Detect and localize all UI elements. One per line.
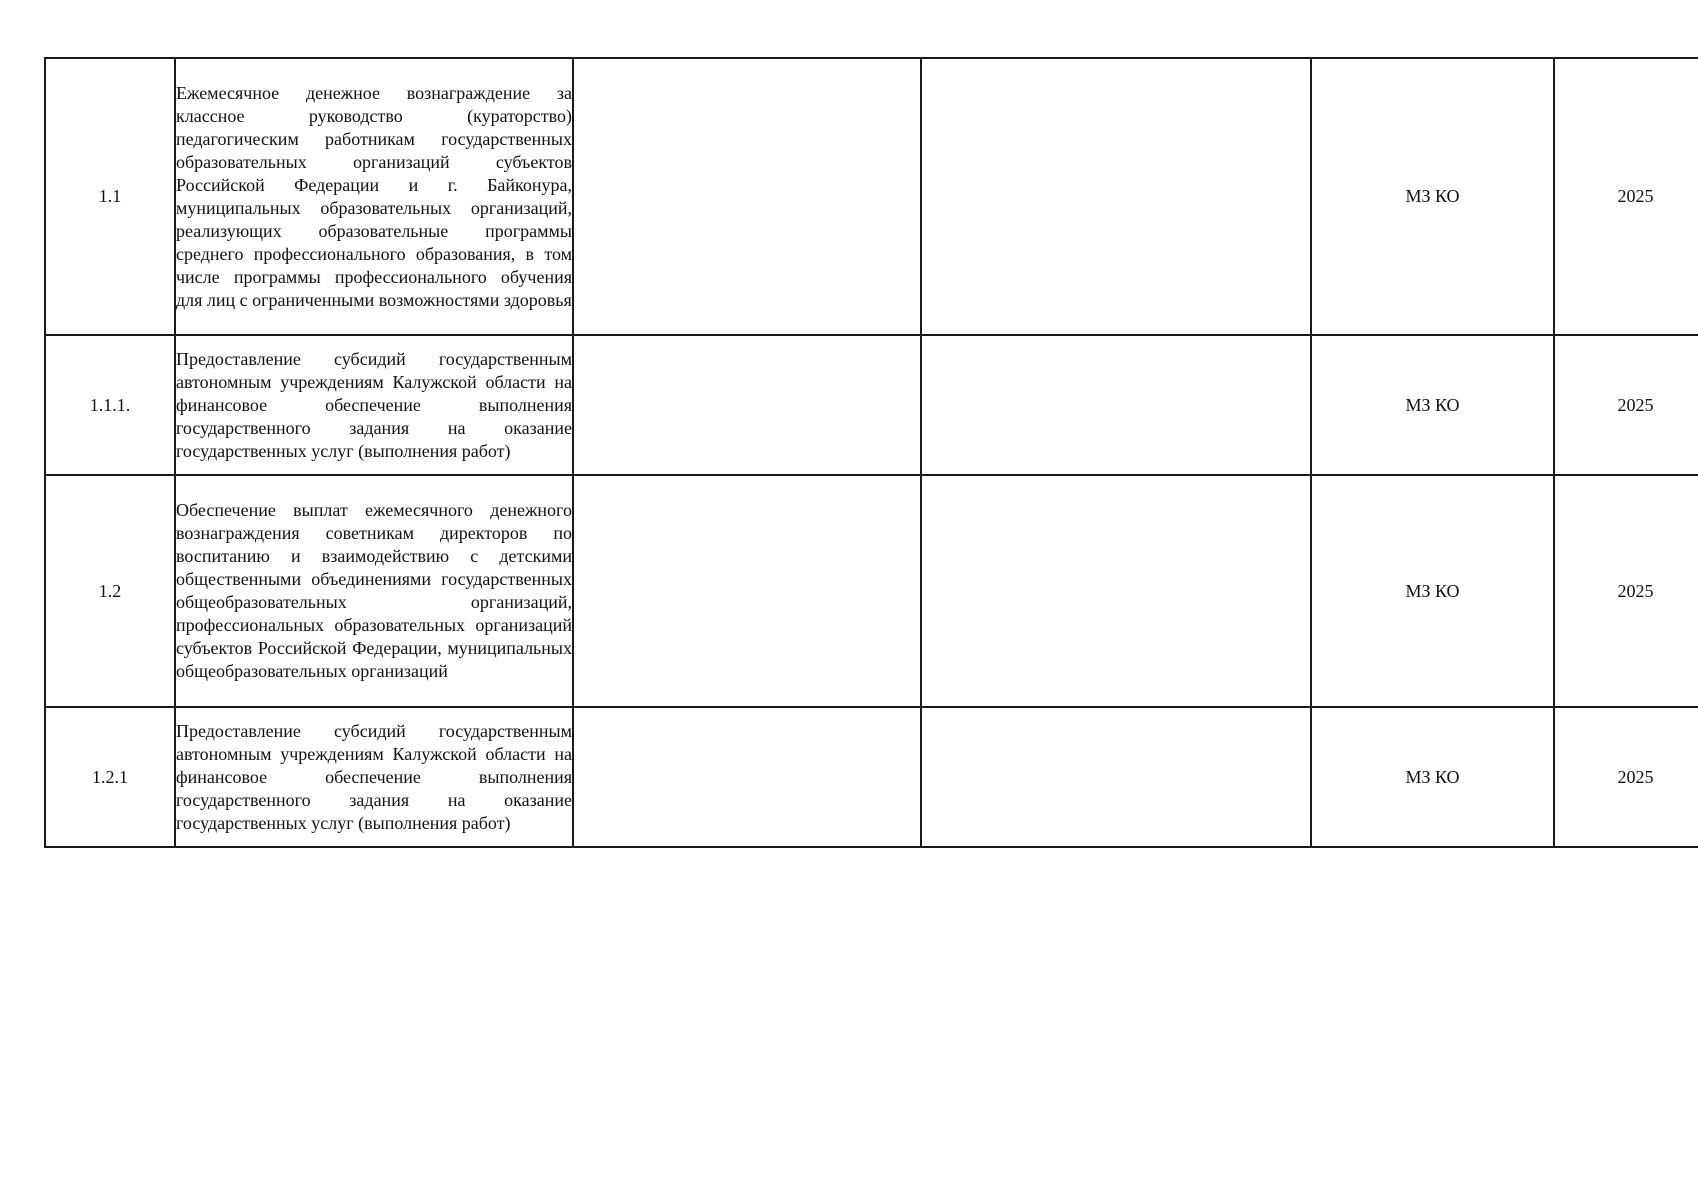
empty-cell xyxy=(921,707,1311,847)
row-year: 2025 xyxy=(1554,58,1698,335)
row-number: 1.2.1 xyxy=(45,707,175,847)
row-executor: МЗ КО xyxy=(1311,335,1554,475)
row-description: Предоставление субсидий государственным автономным учреждениям Калужской области на финансовое обеспечение выполнения государственного задания на оказание государственных услуг (выполнения работ) xyxy=(175,707,573,847)
empty-cell xyxy=(921,58,1311,335)
table-row xyxy=(45,335,1698,475)
table-row xyxy=(45,58,1698,335)
empty-cell xyxy=(573,475,921,707)
row-number: 1.1.1. xyxy=(45,335,175,475)
table-row xyxy=(45,475,1698,707)
row-number: 1.1 xyxy=(45,58,175,335)
row-executor: МЗ КО xyxy=(1311,475,1554,707)
empty-cell xyxy=(573,707,921,847)
empty-cell xyxy=(921,335,1311,475)
row-year: 2025 xyxy=(1554,707,1698,847)
table-row xyxy=(45,707,1698,847)
row-description: Предоставление субсидий государственным автономным учреждениям Калужской области на финансовое обеспечение выполнения государственного задания на оказание государственных услуг (выполнения работ) xyxy=(175,335,573,475)
row-description: Ежемесячное денежное вознаграждение за классное руководство (кураторство) педагогическим работникам государственных образовательных организаций субъектов Российской Федерации и г. Байконура, муниципальных образовательных организаций, реализующих образовательные программы среднего профессионального образования, в том числе программы профессионального обучения для лиц с ограниченными возможностями здоровья xyxy=(175,58,573,335)
empty-cell xyxy=(573,335,921,475)
row-executor: МЗ КО xyxy=(1311,58,1554,335)
row-year: 2025 xyxy=(1554,335,1698,475)
activities-table xyxy=(44,57,1698,848)
row-description: Обеспечение выплат ежемесячного денежного вознаграждения советникам директоров по воспитанию и взаимодействию с детскими общественными объединениями государственных общеобразовательных организаций, профессиональных образовательных организаций субъектов Российской Федерации, муниципальных общеобразовательных организаций xyxy=(175,475,573,707)
row-year: 2025 xyxy=(1554,475,1698,707)
empty-cell xyxy=(921,475,1311,707)
empty-cell xyxy=(573,58,921,335)
row-number: 1.2 xyxy=(45,475,175,707)
row-executor: МЗ КО xyxy=(1311,707,1554,847)
